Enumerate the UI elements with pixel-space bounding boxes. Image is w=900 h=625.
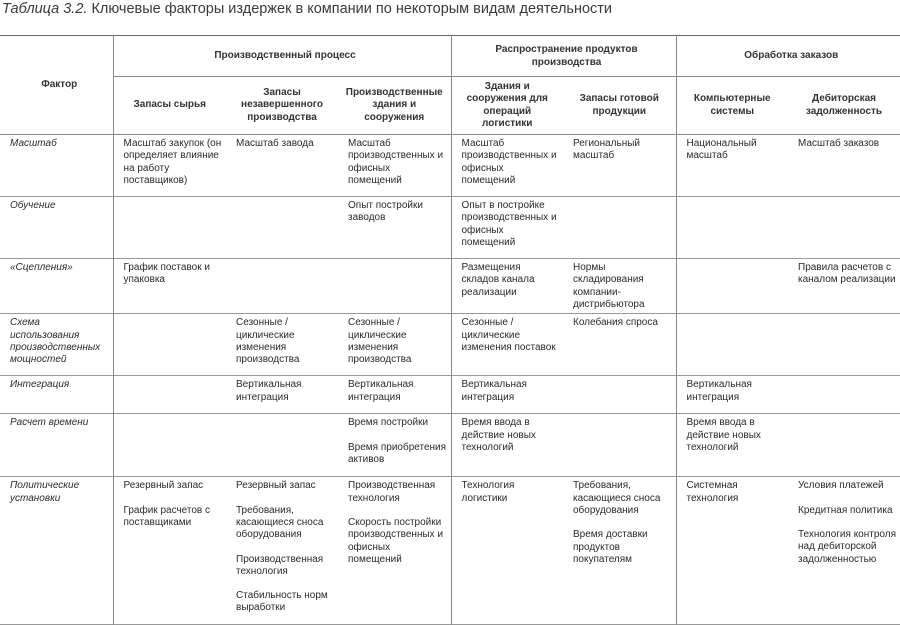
cell-text: Время доставки продуктов покупателям [573, 529, 648, 565]
cell-text: Системная технология [686, 480, 739, 504]
table-cell [676, 259, 788, 314]
cell-text: Масштаб завода [236, 138, 314, 150]
table-cell [676, 414, 788, 477]
table-cell [113, 314, 226, 376]
cell-text: Время постройки [348, 417, 429, 429]
table-cell [338, 376, 451, 414]
cell-text: График расчетов с поставщиками [123, 504, 211, 528]
table-cell [788, 414, 900, 477]
cell-text: Сезонные / циклические изменения поставок [461, 317, 556, 353]
table-cell [451, 477, 563, 625]
cell-text: Опыт постройки заводов [348, 200, 423, 224]
table-cell [226, 314, 338, 376]
cell-text: Региональный масштаб [573, 138, 641, 162]
cell-text: Технология контроля над дебиторской задолженностью [798, 528, 896, 565]
cell-text: Требования, касающиеся сноса оборудования [236, 504, 324, 541]
header-group-orders: Обработка заказов [676, 36, 900, 77]
header-col-wip: Запасы незавершенного производства [241, 87, 323, 123]
table-cell [788, 135, 900, 197]
cell-text: Правила расчетов с каналом реализации [798, 262, 896, 286]
header-col-raw-materials: Запасы сырья [113, 77, 226, 135]
cell-text: Производственная технология [348, 480, 436, 504]
table-cell [113, 376, 226, 414]
cell-text: Сезонные / циклические изменения производства [236, 317, 300, 366]
table-cell [451, 376, 563, 414]
table-cell [226, 197, 338, 259]
cell-text: Колебания спроса [573, 317, 658, 329]
table-row [0, 314, 900, 376]
table-cell [226, 376, 338, 414]
cell-text: Вертикальная интеграция [686, 379, 752, 403]
table-cell [676, 314, 788, 376]
cell-text: Время ввода в действие новых технологий [461, 417, 536, 453]
cell-text: Размещения складов канала реализации [461, 262, 535, 298]
table-cell [226, 135, 338, 197]
header-col-receivables: Дебиторская задолженность [805, 93, 883, 117]
header-col-logistics-buildings: Здания и сооружения для операций логистики [451, 77, 563, 135]
cell-text: Время ввода в действие новых технологий [686, 417, 761, 453]
table-cell [563, 477, 676, 625]
cell-text: Резервный запас [236, 480, 316, 492]
cell-text: Вертикальная интеграция [348, 379, 414, 403]
cell-text: Масштаб производственных и офисных помещений [461, 138, 557, 187]
table-cell [113, 135, 226, 197]
table-cell [676, 477, 788, 625]
cell-text: Вертикальная интеграция [236, 379, 302, 403]
header-col-finished-goods: Запасы готовой продукции [579, 93, 659, 117]
table-cell [338, 197, 451, 259]
factor-cell: Расчет времени [10, 417, 89, 429]
cell-text: Резервный запас [123, 480, 204, 492]
cell-text: Условия платежей [798, 480, 884, 492]
table-body [0, 135, 900, 625]
header-col-computer-systems: Компьютерные системы [676, 77, 788, 135]
table-cell [338, 477, 451, 625]
cell-text: График поставок и упаковка [123, 262, 210, 286]
factor-cell: Масштаб [10, 138, 57, 150]
cell-text: Технология логистики [461, 480, 515, 504]
table-cell [563, 376, 676, 414]
table-cell [113, 414, 226, 477]
cell-text: Сезонные / циклические изменения производства [348, 317, 412, 366]
table-cell [451, 314, 563, 376]
factor-cell: Обучение [10, 200, 56, 212]
caption-label: Таблица 3.2. [2, 1, 88, 17]
table-cell [226, 477, 338, 625]
table-cell [676, 135, 788, 197]
table-cell [338, 259, 451, 314]
table-caption [2, 0, 612, 18]
table-cell [451, 135, 563, 197]
cell-text: Национальный масштаб [686, 138, 757, 162]
table-cell [788, 197, 900, 259]
cell-text: Скорость постройки производственных и офисных помещений [348, 516, 444, 565]
factor-cell: Схема использования производственных мощностей [10, 317, 101, 366]
table-row [0, 135, 900, 197]
table-cell [563, 314, 676, 376]
cell-text: Кредитная политика [798, 504, 893, 516]
header-col-production-buildings: Производственные здания и сооружения [345, 87, 443, 123]
table-cell [788, 259, 900, 314]
table-cell [563, 414, 676, 477]
cell-text: Требования, касающиеся сноса оборудования [573, 480, 661, 516]
table-cell [563, 259, 676, 314]
cell-text: Опыт в постройке производственных и офисных помещений [461, 200, 557, 249]
table-cell [788, 477, 900, 625]
table-cell [788, 314, 900, 376]
table-row [0, 414, 900, 477]
cost-factors-table [0, 35, 900, 625]
table-cell [113, 477, 226, 625]
header-factor: Фактор [41, 79, 78, 91]
header-group-distribution: Распространение продуктов производства [451, 36, 676, 77]
cell-text: Масштаб заказов [798, 138, 880, 150]
table-row [0, 197, 900, 259]
cell-text: Стабильность норм выработки [236, 590, 328, 614]
table-cell [226, 414, 338, 477]
table-cell [338, 314, 451, 376]
cell-text: Нормы складирования компании-дистрибьютора [573, 262, 645, 311]
factor-cell: Интеграция [10, 379, 70, 391]
caption-title: Ключевые факторы издержек в компании по некоторым видам деятельности [87, 1, 613, 17]
table-cell [113, 259, 226, 314]
table-cell [113, 197, 226, 259]
cell-text: Производственная технология [236, 553, 324, 577]
cell-text: Вертикальная интеграция [461, 379, 527, 403]
table-cell [451, 414, 563, 477]
table-cell [788, 376, 900, 414]
table-row [0, 376, 900, 414]
table-row [0, 477, 900, 625]
header-group-production: Производственный процесс [113, 36, 451, 77]
cell-text: Масштаб производственных и офисных помещений [348, 138, 444, 187]
table-cell [563, 135, 676, 197]
cell-text: Время приобретения активов [348, 441, 447, 465]
table-cell [338, 414, 451, 477]
table-cell [451, 259, 563, 314]
table-cell [338, 135, 451, 197]
factor-cell: «Сцепления» [10, 262, 73, 274]
factor-cell: Политические установки [10, 480, 80, 504]
table-cell [676, 376, 788, 414]
cell-text: Масштаб закупок (он определяет влияние на работу поставщиков) [123, 138, 222, 187]
table-cell [676, 197, 788, 259]
table-cell [226, 259, 338, 314]
table-row [0, 259, 900, 314]
table-cell [451, 197, 563, 259]
table-cell [563, 197, 676, 259]
